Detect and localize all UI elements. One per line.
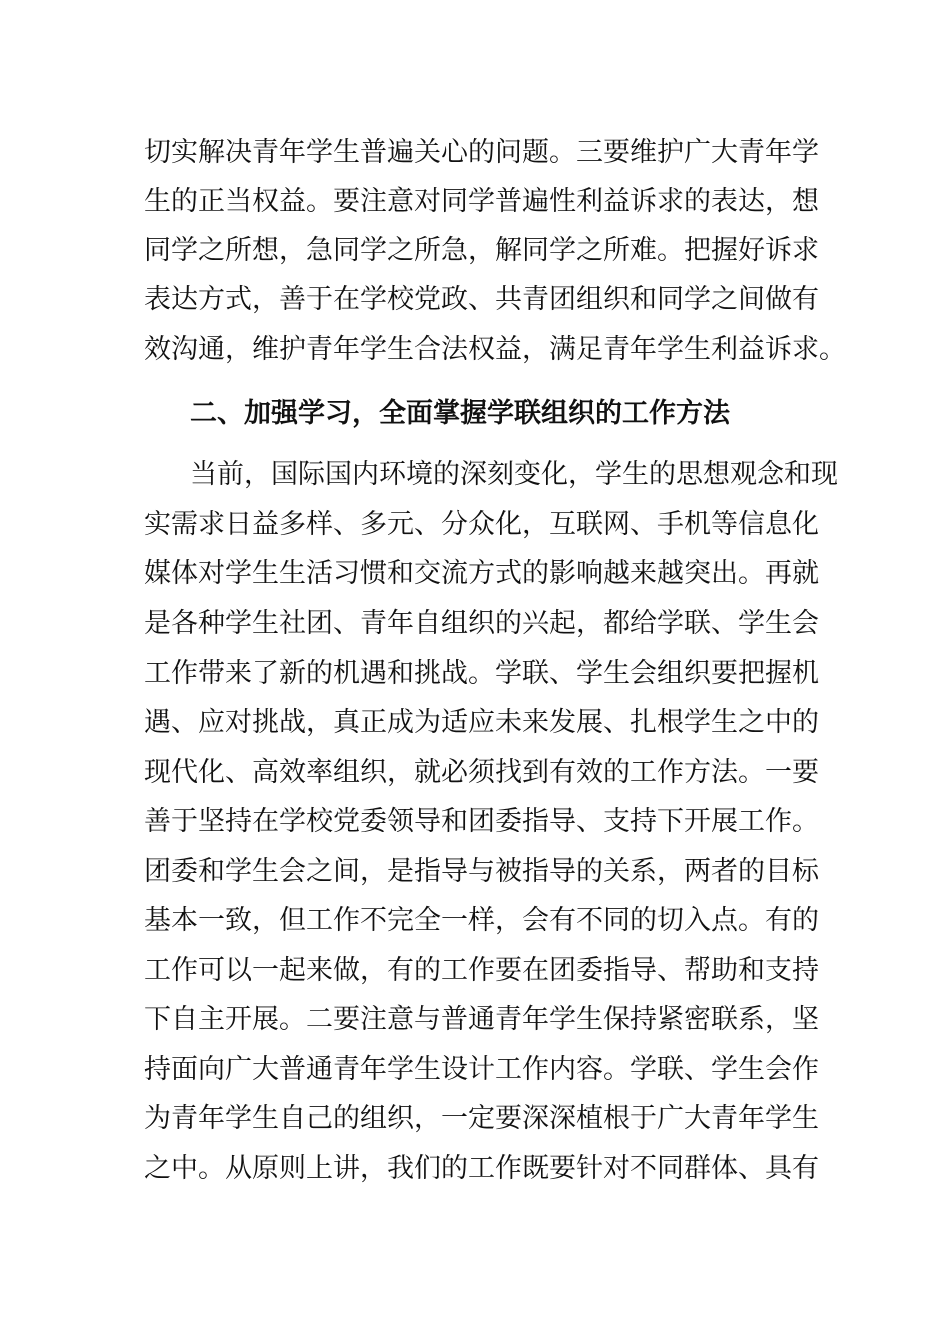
paragraph-1-line-1: 切实解决青年学生普遍关心的问题。三要维护广大青年学: [144, 137, 819, 168]
paragraph-1-line-2: 生的正当权益。要注意对同学普遍性利益诉求的表达，想: [144, 186, 819, 217]
paragraph-2-line-13: 持面向广大普通青年学生设计工作内容。学联、学生会作: [144, 1054, 819, 1085]
paragraph-1-line-5: 效沟通，维护青年学生合法权益，满足青年学生利益诉求。: [144, 334, 846, 365]
paragraph-1-line-3: 同学之所想，急同学之所急，解同学之所难。把握好诉求: [144, 235, 819, 266]
paragraph-2-line-5: 工作带来了新的机遇和挑战。学联、学生会组织要把握机: [144, 658, 819, 689]
paragraph-2-line-12: 下自主开展。二要注意与普通青年学生保持紧密联系，坚: [144, 1004, 819, 1035]
paragraph-1-line-4: 表达方式，善于在学校党政、共青团组织和同学之间做有: [144, 284, 819, 315]
paragraph-2-line-9: 团委和学生会之间，是指导与被指导的关系，两者的目标: [144, 856, 819, 887]
paragraph-2-line-6: 遇、应对挑战，真正成为适应未来发展、扎根学生之中的: [144, 707, 819, 738]
paragraph-2-line-14: 为青年学生自己的组织，一定要深深植根于广大青年学生: [144, 1103, 819, 1134]
paragraph-2-line-11: 工作可以一起来做，有的工作要在团委指导、帮助和支持: [144, 955, 819, 986]
section-heading: 二、加强学习，全面掌握学联组织的工作方法: [190, 398, 730, 429]
paragraph-2-line-15: 之中。从原则上讲，我们的工作既要针对不同群体、具有: [144, 1153, 819, 1184]
paragraph-2-line-1: 当前，国际国内环境的深刻变化，学生的思想观念和现: [190, 459, 838, 490]
paragraph-2-line-3: 媒体对学生生活习惯和交流方式的影响越来越突出。再就: [144, 558, 819, 589]
paragraph-2-line-7: 现代化、高效率组织，就必须找到有效的工作方法。一要: [144, 757, 819, 788]
paragraph-2-line-8: 善于坚持在学校党委领导和团委指导、支持下开展工作。: [144, 806, 819, 837]
paragraph-2-line-2: 实需求日益多样、多元、分众化，互联网、手机等信息化: [144, 509, 819, 540]
paragraph-2-line-10: 基本一致，但工作不完全一样，会有不同的切入点。有的: [144, 905, 819, 936]
paragraph-2-line-4: 是各种学生社团、青年自组织的兴起，都给学联、学生会: [144, 608, 819, 639]
